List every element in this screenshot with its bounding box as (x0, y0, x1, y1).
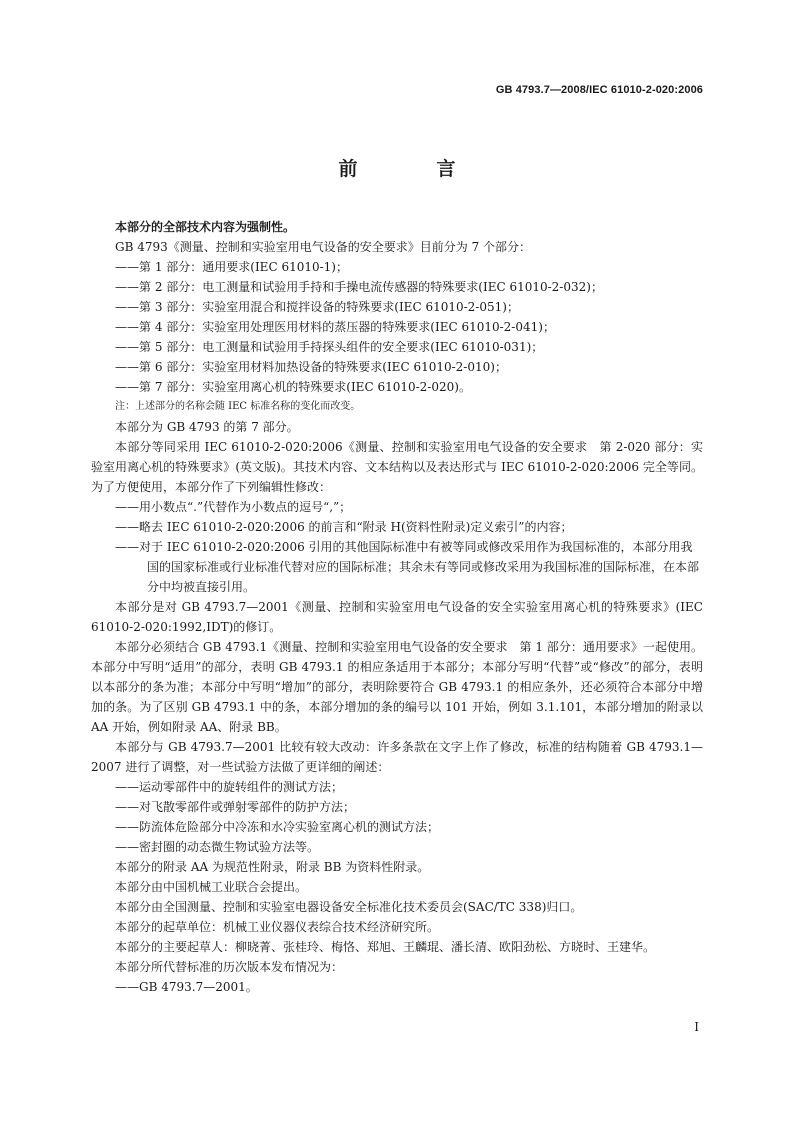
paragraph: 本部分等同采用 IEC 61010-2-020:2006《测量、控制和实验室用电气设备的安全要求 第 2-020 部分：实验室用离心机的特殊要求》(英文版)。其技术内容、文本结构以及表达形式与 IEC 61010-2-020:2006 完全等同。为了方便使用，本部分作了下列编辑性修改： (91, 440, 703, 494)
list-item: ——第 6 部分：实验室用材料加热设备的特殊要求(IEC 61010-2-010)； (115, 360, 507, 374)
paragraph: 本部分与 GB 4793.7—2001 比较有较大改动：许多条款在文字上作了修改，标准的结构随着 GB 4793.1—2007 进行了调整，对一些试验方法做了更详细的阐述： (91, 740, 703, 774)
list-item: ——第 3 部分：实验室用混合和搅拌设备的特殊要求(IEC 61010-2-051)； (115, 300, 519, 314)
list-item: ——GB 4793.7—2001。 (115, 980, 258, 994)
document-header-code: GB 4793.7—2008/IEC 61010-2-020:2006 (495, 84, 703, 96)
list-item: ——用小数点“.”代替作为小数点的逗号“,”； (115, 500, 352, 514)
list-item: ——第 2 部分：电工测量和试验用手持和手操电流传感器的特殊要求(IEC 61010-2-032)； (115, 280, 603, 294)
foreword-body (91, 217, 703, 997)
list-item: ——密封圈的动态微生物试验方法等。 (115, 840, 320, 854)
list-item: ——对飞散零部件或弹射零部件的防护方法； (115, 800, 356, 814)
paragraph: 本部分为 GB 4793 的第 7 部分。 (115, 420, 299, 434)
page-number: I (694, 1020, 699, 1034)
list-item: ——第 1 部分：通用要求(IEC 61010-1)； (115, 260, 348, 274)
list-item: ——略去 IEC 61010-2-020:2006 的前言和“附录 H(资料性附录)定义索引”的内容； (115, 520, 573, 534)
paragraph: 本部分必须结合 GB 4793.1《测量、控制和实验室用电气设备的安全要求 第 1 部分：通用要求》一起使用。本部分中写明“适用”的部分，表明 GB 4793.1 的相应条适用于本部分；本部分写明“代替”或“修改”的部分，表明以本部分的条为准；本部分中写明“增加”的部分，表明除要符合 GB 4793.1 的相应条外，还必须符合本部分中增加的条。为了区别 GB 4793.1 中的条，本部分增加的条的编号以 101 开始，例如 3.1.101，本部分增加的附录以 AA 开始，例如附录 AA、附录 BB。 (91, 640, 703, 734)
list-item: ——防流体危险部分中冷冻和水冷实验室离心机的测试方法； (115, 820, 440, 834)
list-item: ——运动零部件中的旋转组件的测试方法； (115, 780, 344, 794)
paragraph: 本部分所代替标准的历次版本发布情况为： (115, 960, 344, 974)
note: 注：上述部分的名称会随 IEC 标准名称的变化而改变。 (115, 401, 361, 412)
page-title: 前 言 (338, 158, 486, 180)
paragraph: 本部分的主要起草人：柳晓菁、张桂玲、梅恪、郑旭、王麟琨、潘长清、欧阳劲松、方晓时、王建华。 (115, 940, 656, 954)
paragraph: 本部分由中国机械工业联合会提出。 (115, 880, 308, 894)
list-item: ——对于 IEC 61010-2-020:2006 引用的其他国际标准中有被等同或修改采用作为我国标准的，本部分用我国的国家标准或行业标准代替对应的国际标准；其余未有等同或修改采用为我国标准的国际标准，在本部分中均被直接引用。 (115, 540, 700, 594)
list-item: ——第 4 部分：实验室用处理医用材料的蒸压器的特殊要求(IEC 61010-2-041)； (115, 320, 555, 334)
paragraph: 本部分的附录 AA 为规范性附录，附录 BB 为资料性附录。 (115, 860, 430, 874)
paragraph: GB 4793《测量、控制和实验室用电气设备的安全要求》目前分为 7 个部分： (115, 240, 532, 254)
paragraph: 本部分的起草单位：机械工业仪器仪表综合技术经济研究所。 (115, 920, 440, 934)
paragraph: 本部分是对 GB 4793.7—2001《测量、控制和实验室用电气设备的安全实验室用离心机的特殊要求》(IEC 61010-2-020:1992,IDT)的修订。 (91, 600, 703, 634)
paragraph: 本部分由全国测量、控制和实验室电器设备安全标准化技术委员会(SAC/TC 338)归口。 (115, 900, 583, 914)
list-item: ——第 7 部分：实验室用离心机的特殊要求(IEC 61010-2-020)。 (115, 380, 471, 394)
mandatory-statement: 本部分的全部技术内容为强制性。 (115, 220, 296, 234)
list-item: ——第 5 部分：电工测量和试验用手持探头组件的安全要求(IEC 61010-031)； (115, 340, 544, 354)
